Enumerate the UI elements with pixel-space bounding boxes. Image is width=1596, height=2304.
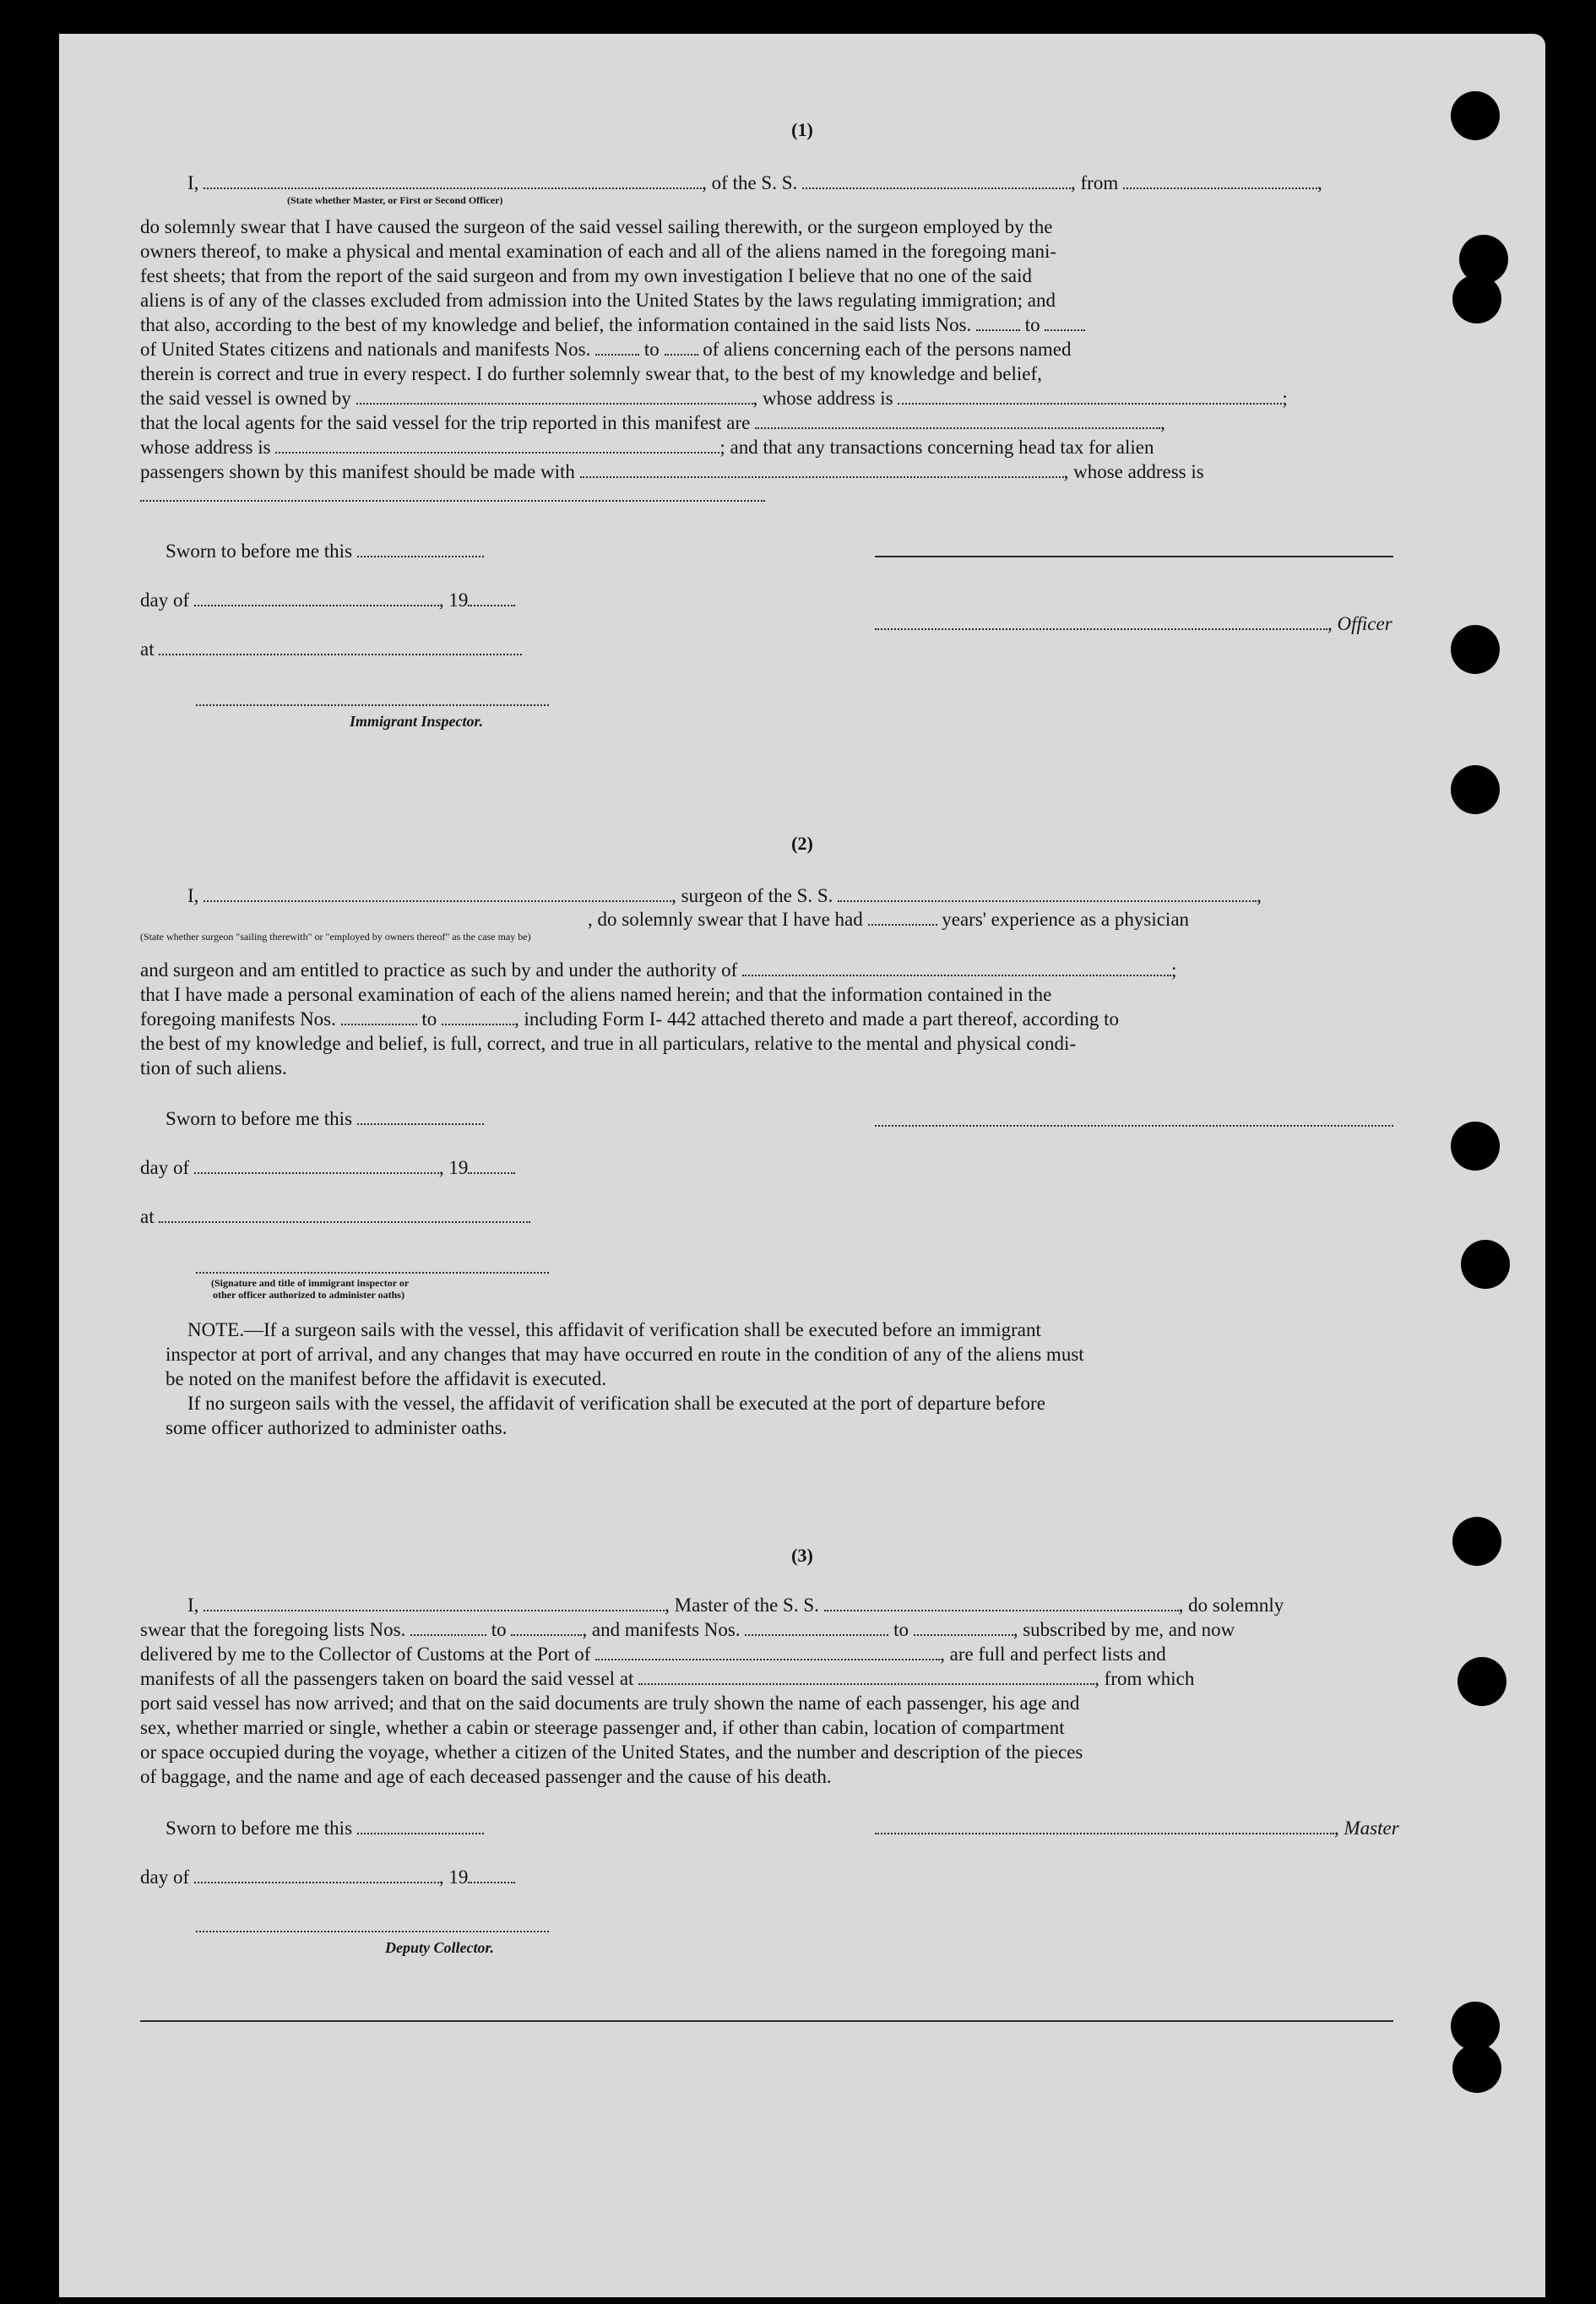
s3-master-line: I, , Master of the S. S. , do solemnly	[187, 1595, 1284, 1616]
s1-paragraph-line: fest sheets; that from the report of the said surgeon and from my own investigation I believe that no one of the said	[140, 265, 1033, 286]
punch-hole	[1451, 1122, 1500, 1171]
s3-paragraph-line: port said vessel has now arrived; and that on the said documents are truly shown the name of each passenger, his age and	[140, 1693, 1080, 1714]
s3-sworn-line: Sworn to before me this	[166, 1816, 484, 1840]
s1-owner-line: the said vessel is owned by , whose address is ;	[140, 388, 1288, 409]
s2-paragraph-line: the best of my knowledge and belief, is full, correct, and true in all particulars, relative to the mental and physical condi-	[140, 1033, 1077, 1054]
punch-hole	[1451, 625, 1500, 674]
s1-paragraph-line: therein is correct and true in every respect. I do further solemnly swear that, to the best of my knowledge and belief,	[140, 363, 1042, 384]
s2-note-line: inspector at port of arrival, and any changes that may have occurred en route in the condition of any of the aliens must	[166, 1344, 1084, 1365]
s1-paragraph-line: of United States citizens and nationals and manifests Nos. to of aliens concerning each of the persons named	[140, 339, 1072, 360]
form-page	[59, 34, 1545, 2297]
punch-hole	[1451, 765, 1500, 814]
s1-paragraph-line: owners thereof, to make a physical and mental examination of each and all of the aliens named in the foregoing mani-	[140, 241, 1057, 262]
s2-surgeon-line: I, , surgeon of the S. S. ,	[187, 885, 1262, 906]
s1-address-line: whose address is ; and that any transactions concerning head tax for alien	[140, 437, 1154, 458]
s1-headtax-line: passengers shown by this manifest should be made with , whose address is	[140, 461, 1204, 482]
s1-address-rule	[140, 500, 765, 502]
punch-hole	[1452, 1517, 1501, 1566]
s3-paragraph-line: manifests of all the passengers taken on board the said vessel at , from which	[140, 1668, 1195, 1689]
s2-paragraph-line: tion of such aliens.	[140, 1057, 287, 1079]
s2-signature-label: other officer authorized to administer oaths)	[213, 1289, 404, 1301]
s2-note-line: some officer authorized to administer oaths.	[166, 1417, 508, 1438]
s1-paragraph-line: do solemnly swear that I have caused the surgeon of the said vessel sailing therewith, or the surgeon employed by the	[140, 216, 1053, 237]
s3-paragraph-line: of baggage, and the name and age of each deceased passenger and the cause of his death.	[140, 1766, 832, 1787]
s2-signature-rule	[196, 1272, 549, 1274]
section-1-number: (1)	[791, 119, 813, 140]
s2-signature-label: (Signature and title of immigrant inspector or	[211, 1277, 410, 1289]
s1-officer-line: I, , of the S. S. , from ,	[187, 172, 1322, 193]
s2-experience-line: , do solemnly swear that I have had years' experience as a physician	[588, 909, 1190, 930]
s1-inspector-rule	[196, 704, 549, 706]
s1-signature-line	[875, 556, 1393, 557]
punch-hole	[1458, 1657, 1506, 1706]
s1-at-line: at	[140, 637, 522, 661]
section-3-number: (3)	[791, 1545, 813, 1566]
s3-paragraph-line: sex, whether married or single, whether a cabin or steerage passenger and, if other than cabin, location of compartment	[140, 1717, 1065, 1738]
s2-at-line: at	[140, 1204, 530, 1229]
s1-inspector-label: Immigrant Inspector.	[350, 713, 484, 730]
s3-day-line: day of , 19	[140, 1865, 515, 1889]
s3-paragraph-line: delivered by me to the Collector of Customs at the Port of , are full and perfect lists and	[140, 1644, 1166, 1665]
s3-paragraph-line: or space occupied during the voyage, whether a citizen of the United States, and the number and description of the pieces	[140, 1742, 1083, 1763]
s2-note-line: NOTE.—If a surgeon sails with the vessel, this affidavit of verification shall be executed before an immigrant	[187, 1319, 1041, 1340]
punch-hole	[1461, 1240, 1510, 1289]
s2-surgeon-label: (State whether surgeon "sailing therewith" or "employed by owners thereof" as the case may be)	[140, 931, 531, 943]
s2-signature-line	[875, 1125, 1393, 1127]
punch-hole	[1451, 91, 1500, 140]
s2-paragraph-line: that I have made a personal examination of each of the aliens named herein; and that the information contained in the	[140, 984, 1052, 1005]
s3-master-signature: , Master	[875, 1816, 1399, 1840]
s1-agents-line: that the local agents for the said vessel for the trip reported in this manifest are ,	[140, 412, 1165, 433]
punch-hole	[1452, 2044, 1501, 2093]
s1-officer-label: (State whether Master, or First or Second Officer)	[287, 194, 503, 206]
s3-deputy-label: Deputy Collector.	[385, 1939, 494, 1956]
s2-day-line: day of , 19	[140, 1155, 515, 1180]
s2-sworn-line: Sworn to before me this	[166, 1106, 484, 1131]
s1-day-line: day of , 19	[140, 588, 515, 612]
bottom-rule	[140, 2020, 1393, 2022]
s1-paragraph-line: that also, according to the best of my knowledge and belief, the information contained in the said lists Nos. to	[140, 312, 1085, 337]
s2-note-line: If no surgeon sails with the vessel, the affidavit of verification shall be executed at the port of departure before	[187, 1393, 1045, 1414]
section-2-number: (2)	[791, 833, 813, 854]
s2-paragraph-line: foregoing manifests Nos. to , including Form I- 442 attached thereto and made a part thereof, according to	[140, 1008, 1119, 1030]
s2-authority-line: and surgeon and am entitled to practice as such by and under the authority of ;	[140, 959, 1177, 981]
s3-paragraph-line: swear that the foregoing lists Nos. to , and manifests Nos. to , subscribed by me, and now	[140, 1619, 1235, 1640]
s1-paragraph-line: aliens is of any of the classes excluded from admission into the United States by the laws regulating immigration; and	[140, 290, 1056, 311]
s1-officer-signature: , Officer	[875, 611, 1392, 636]
s2-note-line: be noted on the manifest before the affidavit is executed.	[166, 1368, 606, 1389]
punch-hole	[1452, 274, 1501, 323]
s3-deputy-rule	[196, 1931, 549, 1932]
s1-sworn-line: Sworn to before me this	[166, 539, 484, 563]
